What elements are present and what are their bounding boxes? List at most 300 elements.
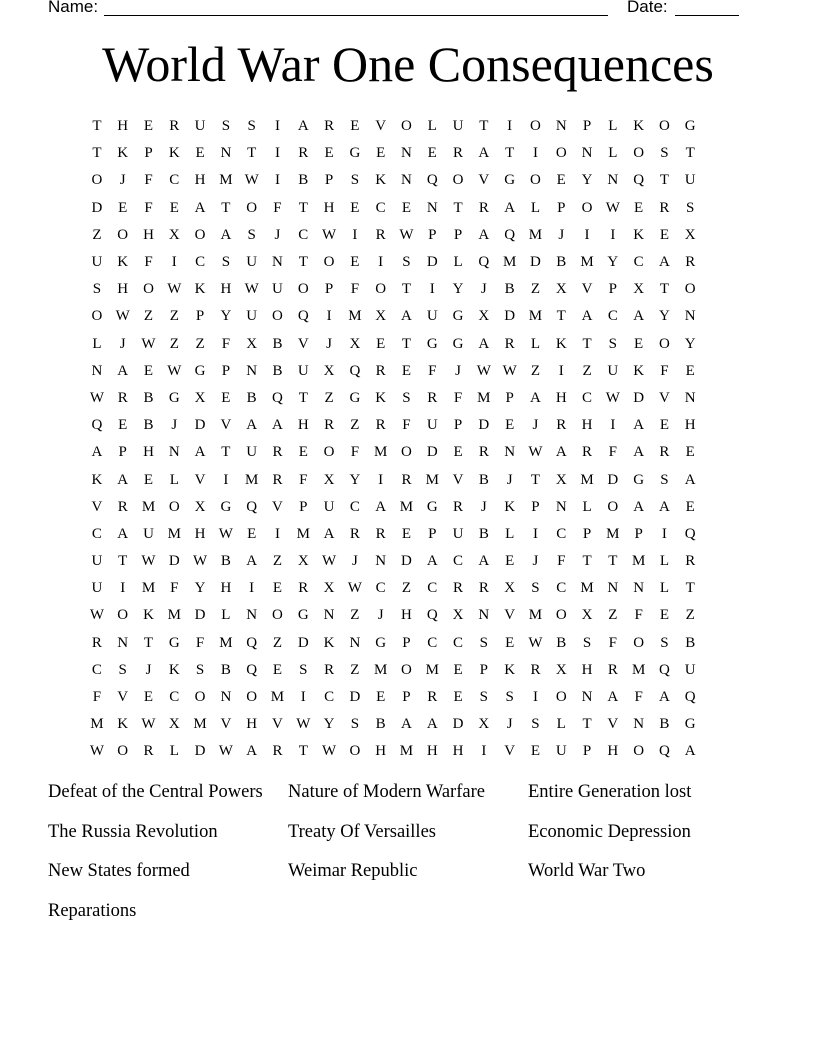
grid-letter[interactable]: L xyxy=(169,471,179,488)
grid-letter[interactable]: M xyxy=(580,471,594,488)
grid-letter[interactable]: S xyxy=(582,634,592,651)
grid-letter[interactable]: D xyxy=(530,254,541,271)
grid-letter[interactable]: O xyxy=(323,444,335,461)
grid-letter[interactable]: H xyxy=(143,226,154,243)
grid-letter[interactable]: T xyxy=(298,743,308,760)
grid-letter[interactable]: D xyxy=(401,553,412,570)
grid-letter[interactable]: I xyxy=(274,525,280,542)
grid-letter[interactable]: I xyxy=(249,580,255,597)
grid-letter[interactable]: J xyxy=(377,607,384,624)
grid-letter[interactable]: F xyxy=(660,362,669,379)
grid-letter[interactable]: P xyxy=(531,498,540,515)
grid-letter[interactable]: R xyxy=(324,417,335,434)
grid-letter[interactable]: O xyxy=(607,498,619,515)
grid-letter[interactable]: P xyxy=(479,661,489,678)
grid-letter[interactable]: M xyxy=(606,525,620,542)
grid-letter[interactable]: V xyxy=(117,689,129,706)
grid-letter[interactable]: E xyxy=(685,362,695,379)
grid-letter[interactable]: E xyxy=(685,444,695,461)
grid-letter[interactable]: C xyxy=(453,634,464,651)
grid-letter[interactable]: U xyxy=(452,118,464,135)
grid-letter[interactable]: L xyxy=(659,553,670,570)
grid-letter[interactable]: U xyxy=(194,118,206,135)
grid-letter[interactable]: N xyxy=(272,254,283,271)
grid-letter[interactable]: S xyxy=(221,118,231,135)
grid-letter[interactable]: H xyxy=(323,199,335,216)
grid-letter[interactable]: G xyxy=(349,389,361,406)
grid-letter[interactable]: L xyxy=(92,335,102,352)
grid-letter[interactable]: T xyxy=(659,281,670,298)
grid-letter[interactable]: E xyxy=(143,362,154,379)
grid-letter[interactable]: H xyxy=(220,580,232,597)
grid-letter[interactable]: M xyxy=(167,607,181,624)
grid-letter[interactable]: E xyxy=(118,417,128,434)
grid-letter[interactable]: B xyxy=(556,634,567,651)
grid-letter[interactable]: A xyxy=(659,498,670,515)
grid-letter[interactable]: Z xyxy=(401,580,412,597)
grid-letter[interactable]: W xyxy=(141,553,156,570)
grid-letter[interactable]: I xyxy=(558,362,564,379)
grid-letter[interactable]: V xyxy=(220,417,232,434)
grid-letter[interactable]: V xyxy=(452,471,464,488)
grid-letter[interactable]: E xyxy=(453,444,463,461)
grid-letter[interactable]: H xyxy=(194,525,206,542)
grid-letter[interactable]: W xyxy=(89,389,104,406)
grid-letter[interactable]: E xyxy=(505,417,515,434)
grid-letter[interactable]: G xyxy=(684,118,696,135)
grid-letter[interactable]: E xyxy=(659,417,670,434)
grid-letter[interactable]: P xyxy=(118,444,127,461)
grid-letter[interactable]: R xyxy=(298,145,309,162)
grid-letter[interactable]: A xyxy=(91,444,103,461)
grid-letter[interactable]: O xyxy=(297,281,309,298)
grid-letter[interactable]: R xyxy=(117,389,128,406)
grid-letter[interactable]: K xyxy=(117,145,129,162)
grid-letter[interactable]: G xyxy=(426,335,438,352)
grid-letter[interactable]: Z xyxy=(685,607,695,624)
grid-letter[interactable]: O xyxy=(375,281,387,298)
grid-letter[interactable]: M xyxy=(219,634,233,651)
grid-letter[interactable]: Z xyxy=(195,335,205,352)
grid-letter[interactable]: P xyxy=(634,525,643,542)
grid-letter[interactable]: S xyxy=(247,226,256,243)
grid-letter[interactable]: D xyxy=(194,743,206,760)
grid-letter[interactable]: R xyxy=(607,661,618,678)
grid-letter[interactable]: W xyxy=(167,362,182,379)
grid-letter[interactable]: N xyxy=(91,362,103,379)
grid-letter[interactable]: G xyxy=(452,308,464,325)
grid-letter[interactable]: V xyxy=(581,281,593,298)
grid-letter[interactable]: R xyxy=(556,417,567,434)
grid-letter[interactable]: W xyxy=(218,525,233,542)
grid-letter[interactable]: E xyxy=(143,118,154,135)
grid-letter[interactable]: M xyxy=(348,308,362,325)
grid-letter[interactable]: Q xyxy=(246,661,258,678)
grid-letter[interactable]: B xyxy=(246,389,257,406)
grid-letter[interactable]: D xyxy=(297,634,309,651)
grid-letter[interactable]: P xyxy=(221,362,231,379)
grid-letter[interactable]: C xyxy=(91,525,102,542)
grid-letter[interactable]: B xyxy=(143,417,154,434)
grid-letter[interactable]: H xyxy=(297,417,309,434)
grid-letter[interactable]: I xyxy=(481,743,487,760)
grid-letter[interactable]: Z xyxy=(143,308,154,325)
grid-letter[interactable]: I xyxy=(300,689,306,706)
grid-letter[interactable]: Z xyxy=(92,226,102,243)
grid-letter[interactable]: A xyxy=(220,226,232,243)
grid-letter[interactable]: Q xyxy=(272,389,283,406)
grid-letter[interactable]: Q xyxy=(246,634,258,651)
grid-letter[interactable]: X xyxy=(478,308,490,325)
grid-letter[interactable]: E xyxy=(272,580,283,597)
grid-letter[interactable]: P xyxy=(557,199,566,216)
grid-letter[interactable]: R xyxy=(375,525,386,542)
grid-letter[interactable]: S xyxy=(92,281,102,298)
grid-letter[interactable]: A xyxy=(555,444,567,461)
grid-letter[interactable]: X xyxy=(323,580,335,597)
grid-letter[interactable]: J xyxy=(532,553,539,570)
grid-letter[interactable]: V xyxy=(272,716,283,733)
grid-letter[interactable]: O xyxy=(272,607,283,624)
grid-letter[interactable]: H xyxy=(581,417,593,434)
grid-letter[interactable]: G xyxy=(194,362,206,379)
grid-letter[interactable]: E xyxy=(376,335,386,352)
grid-letter[interactable]: R xyxy=(298,580,309,597)
grid-letter[interactable]: O xyxy=(272,308,283,325)
grid-letter[interactable]: D xyxy=(504,308,516,325)
grid-letter[interactable]: N xyxy=(117,634,129,651)
grid-letter[interactable]: I xyxy=(171,254,177,271)
grid-letter[interactable]: X xyxy=(555,471,567,488)
grid-letter[interactable]: I xyxy=(120,580,126,597)
grid-letter[interactable]: S xyxy=(479,634,489,651)
grid-letter[interactable]: G xyxy=(452,335,464,352)
grid-letter[interactable]: T xyxy=(685,580,695,597)
grid-letter[interactable]: I xyxy=(274,118,280,135)
grid-letter[interactable]: A xyxy=(117,525,129,542)
grid-letter[interactable]: B xyxy=(504,281,515,298)
grid-letter[interactable]: D xyxy=(194,607,206,624)
grid-letter[interactable]: R xyxy=(685,553,696,570)
grid-letter[interactable]: R xyxy=(375,362,386,379)
grid-letter[interactable]: M xyxy=(193,716,207,733)
grid-letter[interactable]: V xyxy=(297,335,309,352)
grid-letter[interactable]: S xyxy=(660,471,669,488)
grid-letter[interactable]: T xyxy=(659,172,670,189)
grid-letter[interactable]: A xyxy=(659,689,670,706)
grid-letter[interactable]: L xyxy=(427,118,437,135)
grid-letter[interactable]: R xyxy=(478,444,489,461)
grid-letter[interactable]: P xyxy=(402,689,411,706)
grid-letter[interactable]: M xyxy=(399,743,414,760)
grid-letter[interactable]: N xyxy=(375,553,387,570)
grid-letter[interactable]: P xyxy=(505,389,514,406)
grid-letter[interactable]: A xyxy=(633,417,645,434)
grid-letter[interactable]: O xyxy=(555,607,567,624)
grid-letter[interactable]: R xyxy=(504,335,515,352)
grid-letter[interactable]: P xyxy=(582,118,592,135)
grid-letter[interactable]: A xyxy=(117,471,129,488)
grid-letter[interactable]: F xyxy=(634,689,643,706)
grid-letter[interactable]: A xyxy=(581,308,593,325)
grid-letter[interactable]: S xyxy=(608,335,617,352)
grid-letter[interactable]: K xyxy=(555,335,567,352)
grid-letter[interactable]: K xyxy=(323,634,335,651)
grid-letter[interactable]: A xyxy=(633,444,645,461)
grid-letter[interactable]: I xyxy=(274,145,280,162)
grid-letter[interactable]: K xyxy=(504,661,516,678)
grid-letter[interactable]: A xyxy=(272,417,283,434)
grid-letter[interactable]: A xyxy=(684,743,696,760)
grid-letter[interactable]: W xyxy=(244,281,259,298)
grid-letter[interactable]: F xyxy=(92,689,102,706)
grid-letter[interactable]: M xyxy=(425,661,439,678)
grid-letter[interactable]: N xyxy=(220,145,232,162)
grid-letter[interactable]: G xyxy=(684,716,696,733)
grid-letter[interactable]: X xyxy=(349,335,361,352)
grid-letter[interactable]: O xyxy=(530,172,541,189)
grid-letter[interactable]: P xyxy=(428,525,437,542)
grid-letter[interactable]: H xyxy=(117,118,129,135)
grid-letter[interactable]: V xyxy=(91,498,103,515)
grid-letter[interactable]: C xyxy=(349,498,360,515)
grid-letter[interactable]: O xyxy=(581,199,593,216)
grid-letter[interactable]: L xyxy=(453,254,463,271)
grid-letter[interactable]: A xyxy=(297,118,309,135)
grid-letter[interactable]: W xyxy=(89,743,104,760)
grid-letter[interactable]: P xyxy=(299,498,308,515)
grid-letter[interactable]: T xyxy=(92,145,102,162)
grid-letter[interactable]: A xyxy=(246,743,258,760)
grid-letter[interactable]: I xyxy=(274,172,280,189)
grid-letter[interactable]: S xyxy=(350,716,360,733)
grid-letter[interactable]: T xyxy=(118,553,128,570)
grid-letter[interactable]: E xyxy=(118,199,128,216)
grid-letter[interactable]: W xyxy=(167,281,182,298)
grid-letter[interactable]: R xyxy=(349,525,360,542)
grid-letter[interactable]: C xyxy=(556,525,567,542)
grid-letter[interactable]: M xyxy=(580,580,594,597)
grid-letter[interactable]: Q xyxy=(426,607,438,624)
grid-letter[interactable]: S xyxy=(660,634,669,651)
grid-letter[interactable]: R xyxy=(582,444,593,461)
grid-letter[interactable]: I xyxy=(610,417,616,434)
grid-letter[interactable]: U xyxy=(607,362,619,379)
grid-letter[interactable]: U xyxy=(91,254,103,271)
grid-letter[interactable]: T xyxy=(221,199,231,216)
grid-letter[interactable]: K xyxy=(375,389,387,406)
grid-letter[interactable]: A xyxy=(426,716,438,733)
grid-letter[interactable]: P xyxy=(428,226,437,243)
grid-letter[interactable]: W xyxy=(347,580,362,597)
grid-letter[interactable]: A xyxy=(478,335,490,352)
grid-letter[interactable]: G xyxy=(297,607,309,624)
grid-letter[interactable]: T xyxy=(247,145,257,162)
grid-letter[interactable]: X xyxy=(323,471,335,488)
grid-letter[interactable]: F xyxy=(144,172,153,189)
grid-letter[interactable]: T xyxy=(401,335,412,352)
grid-letter[interactable]: X xyxy=(375,308,387,325)
grid-letter[interactable]: N xyxy=(555,118,567,135)
grid-letter[interactable]: S xyxy=(479,689,489,706)
grid-letter[interactable]: L xyxy=(608,118,618,135)
grid-letter[interactable]: F xyxy=(170,580,179,597)
grid-letter[interactable]: H xyxy=(426,743,438,760)
grid-letter[interactable]: Q xyxy=(91,417,103,434)
grid-letter[interactable]: M xyxy=(167,525,181,542)
grid-letter[interactable]: E xyxy=(247,525,257,542)
grid-letter[interactable]: X xyxy=(633,281,645,298)
grid-letter[interactable]: S xyxy=(350,172,360,189)
grid-letter[interactable]: E xyxy=(195,145,205,162)
grid-letter[interactable]: E xyxy=(272,661,283,678)
grid-letter[interactable]: T xyxy=(298,389,308,406)
grid-letter[interactable]: I xyxy=(378,254,384,271)
grid-letter[interactable]: R xyxy=(91,634,102,651)
grid-letter[interactable]: S xyxy=(660,145,669,162)
grid-letter[interactable]: O xyxy=(555,145,567,162)
grid-letter[interactable]: K xyxy=(91,471,103,488)
grid-letter[interactable]: R xyxy=(143,743,154,760)
grid-letter[interactable]: O xyxy=(401,661,412,678)
grid-letter[interactable]: R xyxy=(375,226,386,243)
grid-letter[interactable]: E xyxy=(685,498,695,515)
grid-letter[interactable]: U xyxy=(91,580,103,597)
grid-letter[interactable]: F xyxy=(608,634,617,651)
grid-letter[interactable]: F xyxy=(350,281,360,298)
grid-letter[interactable]: F xyxy=(402,417,411,434)
grid-letter[interactable]: H xyxy=(684,417,696,434)
grid-letter[interactable]: O xyxy=(349,743,361,760)
grid-letter[interactable]: H xyxy=(607,743,619,760)
grid-letter[interactable]: P xyxy=(144,145,153,162)
grid-letter[interactable]: R xyxy=(659,444,670,461)
grid-letter[interactable]: B xyxy=(220,661,231,678)
grid-letter[interactable]: Z xyxy=(608,607,618,624)
grid-letter[interactable]: E xyxy=(143,471,154,488)
grid-letter[interactable]: U xyxy=(246,254,258,271)
grid-letter[interactable]: G xyxy=(633,471,645,488)
grid-letter[interactable]: T xyxy=(582,716,592,733)
grid-letter[interactable]: M xyxy=(141,580,156,597)
grid-letter[interactable]: J xyxy=(558,226,565,243)
grid-letter[interactable]: W xyxy=(528,634,543,651)
grid-letter[interactable]: L xyxy=(608,145,618,162)
grid-letter[interactable]: V xyxy=(375,118,387,135)
grid-letter[interactable]: A xyxy=(478,553,490,570)
grid-letter[interactable]: U xyxy=(272,281,283,298)
grid-letter[interactable]: Y xyxy=(684,335,696,352)
grid-letter[interactable]: Y xyxy=(349,471,361,488)
grid-letter[interactable]: N xyxy=(246,362,258,379)
grid-letter[interactable]: R xyxy=(324,661,335,678)
grid-letter[interactable]: Z xyxy=(530,362,541,379)
grid-letter[interactable]: U xyxy=(555,743,567,760)
grid-letter[interactable]: B xyxy=(478,525,489,542)
grid-letter[interactable]: Y xyxy=(607,254,619,271)
grid-letter[interactable]: E xyxy=(505,634,515,651)
grid-letter[interactable]: C xyxy=(324,689,335,706)
grid-letter[interactable]: D xyxy=(633,389,645,406)
grid-letter[interactable]: T xyxy=(92,118,102,135)
grid-letter[interactable]: S xyxy=(402,254,411,271)
grid-letter[interactable]: H xyxy=(143,444,154,461)
grid-letter[interactable]: G xyxy=(375,634,387,651)
grid-letter[interactable]: X xyxy=(168,716,180,733)
grid-letter[interactable]: F xyxy=(634,607,643,624)
grid-letter[interactable]: H xyxy=(401,607,412,624)
grid-letter[interactable]: R xyxy=(453,498,464,515)
grid-letter[interactable]: X xyxy=(452,607,464,624)
grid-letter[interactable]: Z xyxy=(582,362,592,379)
grid-letter[interactable]: E xyxy=(376,689,386,706)
grid-letter[interactable]: W xyxy=(502,362,517,379)
grid-letter[interactable]: T xyxy=(608,553,618,570)
grid-letter[interactable]: B xyxy=(556,254,567,271)
grid-letter[interactable]: W xyxy=(399,226,414,243)
grid-letter[interactable]: V xyxy=(272,498,283,515)
grid-letter[interactable]: Y xyxy=(220,308,232,325)
grid-letter[interactable]: Z xyxy=(350,661,360,678)
grid-letter[interactable]: L xyxy=(582,498,592,515)
grid-letter[interactable]: L xyxy=(556,716,566,733)
grid-letter[interactable]: C xyxy=(453,553,464,570)
grid-letter[interactable]: F xyxy=(453,389,463,406)
grid-letter[interactable]: F xyxy=(273,199,282,216)
grid-letter[interactable]: R xyxy=(453,145,464,162)
grid-letter[interactable]: W xyxy=(141,716,156,733)
grid-letter[interactable]: B xyxy=(220,553,231,570)
grid-letter[interactable]: J xyxy=(455,362,461,379)
grid-letter[interactable]: P xyxy=(582,525,592,542)
grid-letter[interactable]: N xyxy=(401,145,412,162)
grid-letter[interactable]: E xyxy=(350,254,360,271)
grid-letter[interactable]: O xyxy=(323,254,335,271)
grid-letter[interactable]: E xyxy=(453,689,463,706)
grid-letter[interactable]: C xyxy=(607,308,618,325)
grid-letter[interactable]: X xyxy=(297,553,309,570)
grid-letter[interactable]: A xyxy=(607,689,619,706)
grid-letter[interactable]: O xyxy=(633,743,645,760)
grid-letter[interactable]: P xyxy=(582,743,592,760)
grid-letter[interactable]: T xyxy=(401,281,412,298)
grid-letter[interactable]: K xyxy=(504,498,516,515)
grid-letter[interactable]: J xyxy=(171,417,178,434)
grid-letter[interactable]: K xyxy=(117,254,129,271)
grid-letter[interactable]: N xyxy=(607,580,619,597)
grid-letter[interactable]: T xyxy=(505,145,515,162)
grid-letter[interactable]: O xyxy=(659,118,670,135)
grid-letter[interactable]: Q xyxy=(297,308,309,325)
grid-letter[interactable]: K xyxy=(633,118,645,135)
grid-letter[interactable]: A xyxy=(246,417,258,434)
grid-letter[interactable]: L xyxy=(530,335,541,352)
grid-letter[interactable]: D xyxy=(426,444,438,461)
grid-letter[interactable]: N xyxy=(478,607,490,624)
grid-letter[interactable]: L xyxy=(169,743,179,760)
grid-letter[interactable]: P xyxy=(608,281,617,298)
grid-letter[interactable]: E xyxy=(634,335,644,352)
grid-letter[interactable]: J xyxy=(506,716,513,733)
grid-letter[interactable]: O xyxy=(401,444,412,461)
grid-letter[interactable]: N xyxy=(401,172,412,189)
grid-letter[interactable]: M xyxy=(502,254,517,271)
grid-letter[interactable]: B xyxy=(272,335,283,352)
grid-letter[interactable]: N xyxy=(555,498,567,515)
grid-letter[interactable]: X xyxy=(323,362,335,379)
grid-letter[interactable]: X xyxy=(504,580,516,597)
grid-letter[interactable]: E xyxy=(530,743,541,760)
